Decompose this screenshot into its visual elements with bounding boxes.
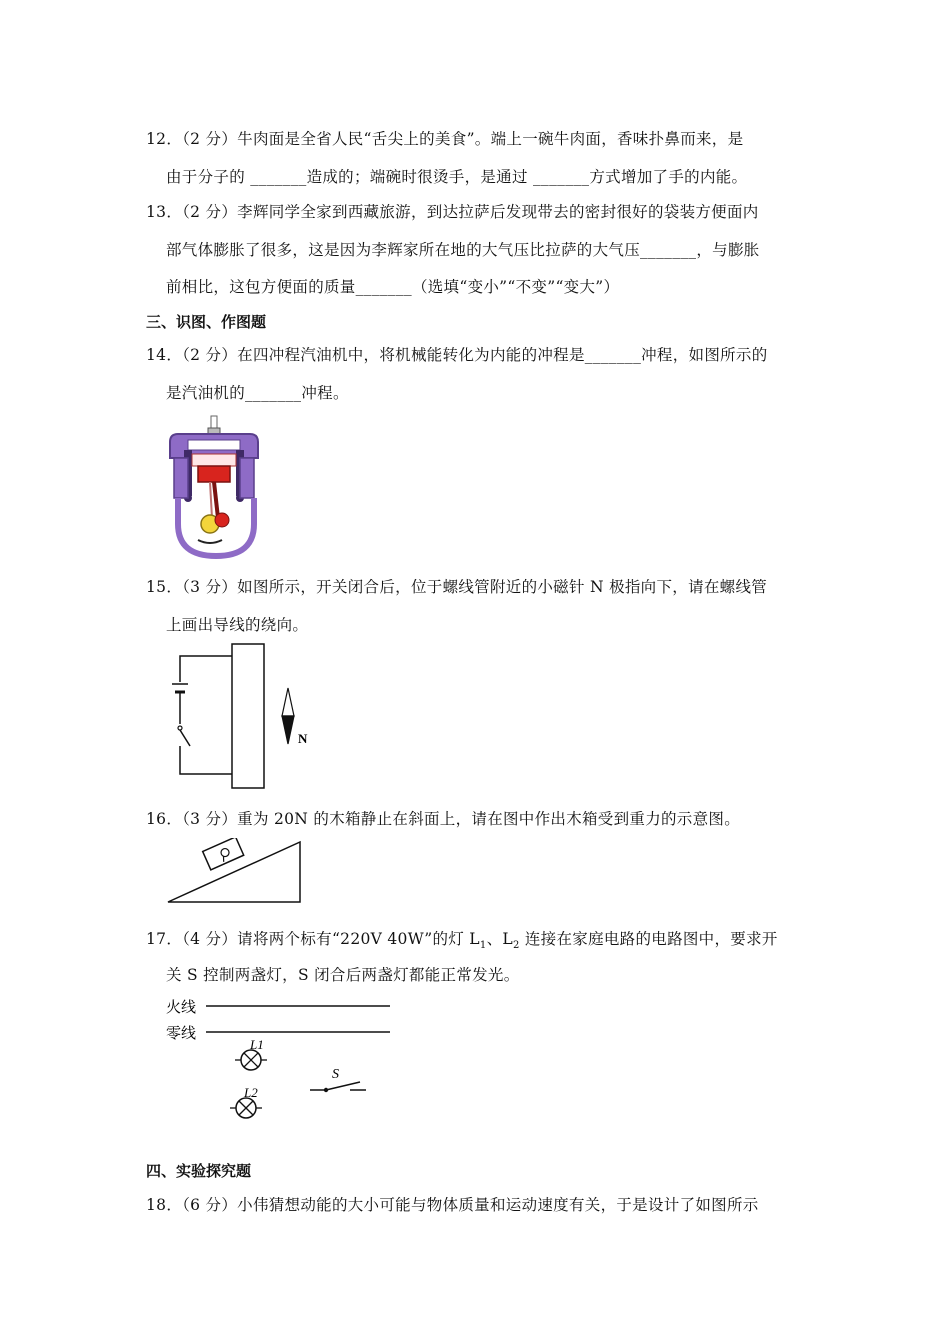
q16-line1: 16．（3 分）重为 20N 的木箱静止在斜面上，请在图中作出木箱受到重力的示意图。 [146,810,741,828]
q18-line1: 18．（6 分）小伟猜想动能的大小可能与物体质量和运动速度有关，于是设计了如图所示 [146,1196,759,1214]
live-wire-label: 火线 [166,998,197,1016]
switch-arm [180,730,190,746]
lamp-l2-label: L2 [244,1085,258,1100]
q13-line2: 部气体膨胀了很多，这是因为李辉家所在地的大气压比拉萨的大气压_______，与膨胀 [166,241,760,259]
solenoid [232,644,264,788]
lamp-l1-label: L1 [250,1037,264,1052]
engine-figure [164,414,268,562]
q17-line1: 17．（4 分）请将两个标有“220V 40W”的灯 $L_1$、$L_2$ 连接在家庭电路的电路图中，要求开 [146,930,778,952]
wooden-box [203,838,244,870]
section4-heading: 四、实验探究题 [146,1162,252,1180]
piston [198,466,230,482]
switch-s-label: S [332,1067,339,1082]
needle-n-label: N [298,731,308,746]
incline-figure [166,838,306,906]
q12-line2: 由于分子的 _______造成的；端碗时很烫手，是通过 _______方式增加了手的内能。 [166,168,748,186]
switch-pivot [178,726,182,730]
q15-line2: 上画出导线的绕向。 [166,616,309,634]
solenoid-figure [164,640,324,792]
lamp-l2 [230,1098,262,1118]
q14-line2: 是汽油机的_______冲程。 [166,384,349,402]
q17-line2: 关 S 控制两盏灯，S 闭合后两盏灯都能正常发光。 [166,966,520,984]
connecting-rod [214,482,218,518]
needle-north-half [282,716,294,744]
switch-s [310,1082,366,1092]
q13-line3: 前相比，这包方便面的质量_______（选填“变小”“不变”“变大”） [166,278,620,296]
q15-line1: 15．（3 分）如图所示，开关闭合后，位于螺线管附近的小磁针 N 极指向下，请在螺线管 [146,578,768,596]
section3-heading: 三、识图、作图题 [146,313,267,331]
lamp-l1 [235,1050,267,1070]
q12-line1: 12．（2 分）牛肉面是全省人民“舌尖上的美食”。端上一碗牛肉面，香味扑鼻而来，是 [146,130,744,148]
neutral-wire-label: 零线 [166,1024,197,1042]
q13-line1: 13．（2 分）李辉同学全家到西藏旅游，到达拉萨后发现带去的密封很好的袋装方便面内 [146,203,759,221]
needle-south-half [282,688,294,716]
q14-line1: 14．（2 分）在四冲程汽油机中，将机械能转化为内能的冲程是_______冲程，如图所示的 [146,346,768,364]
household-circuit-figure [164,994,396,1124]
